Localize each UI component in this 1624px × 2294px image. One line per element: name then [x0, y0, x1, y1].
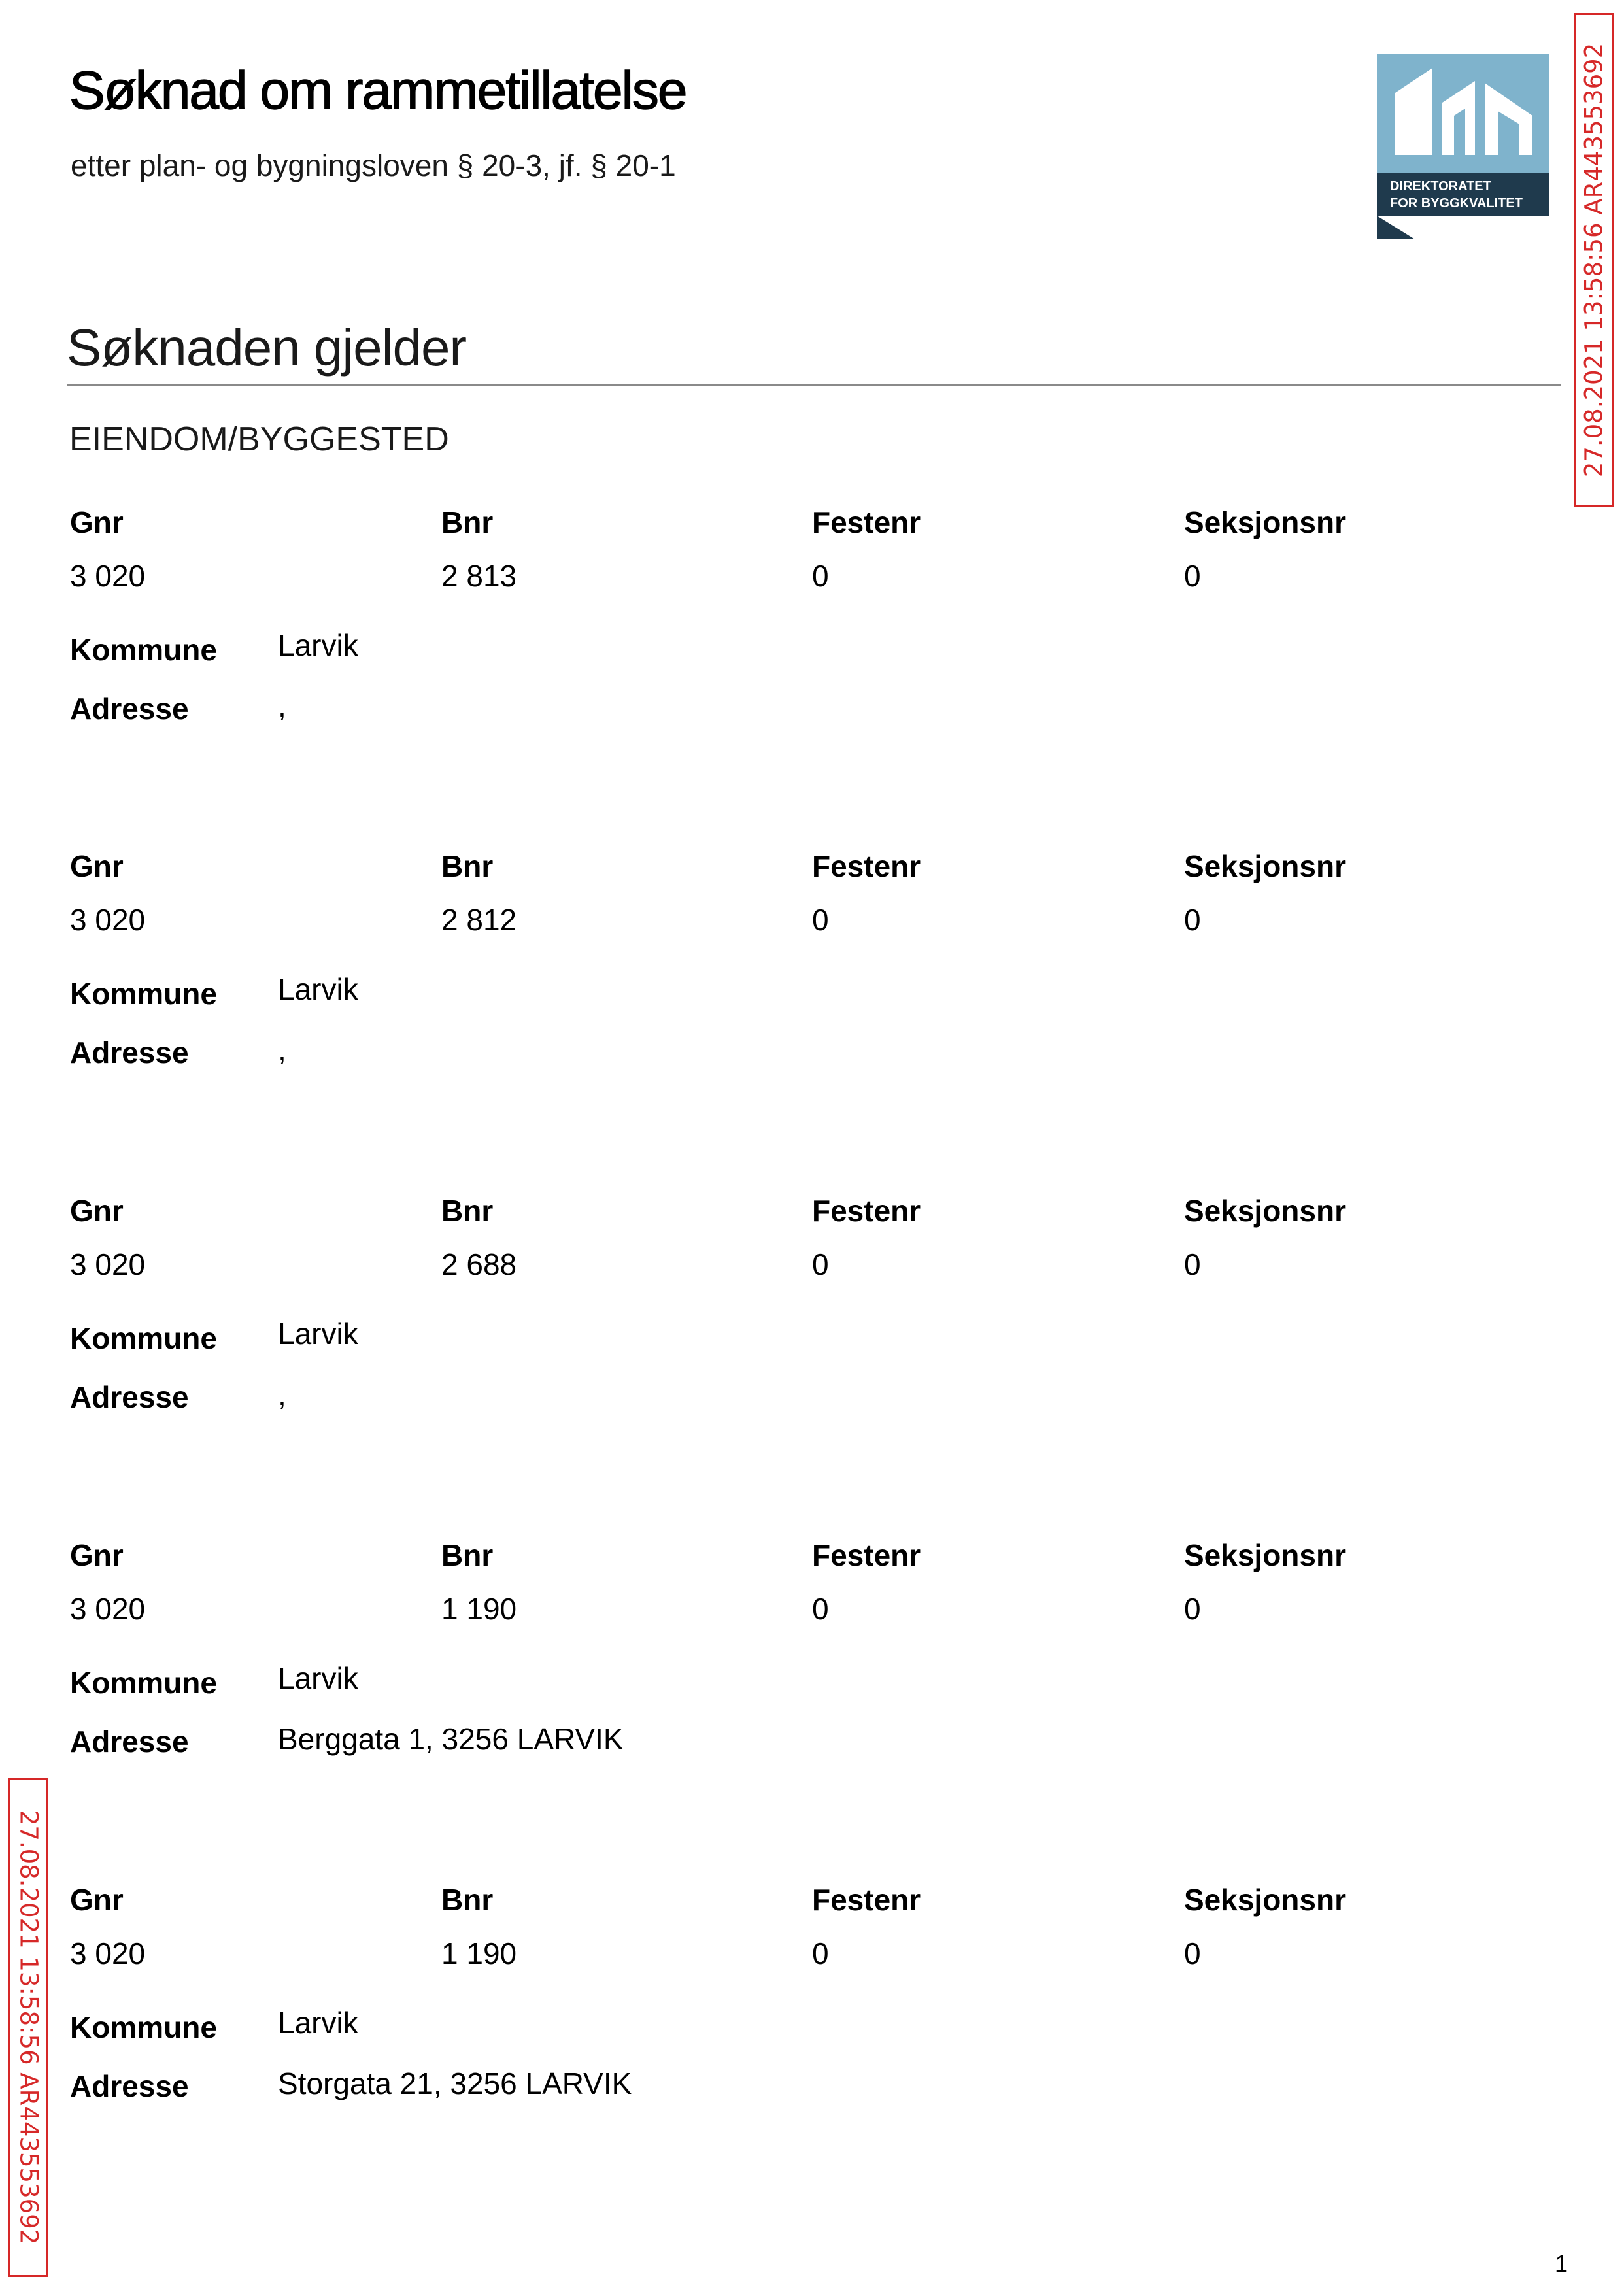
date-stamp-left: [8, 1778, 48, 2277]
section-divider: [67, 384, 1561, 386]
bnr-label: Bnr: [441, 1538, 494, 1572]
kommune-label: Kommune: [70, 1321, 217, 1355]
adresse-label: Adresse: [70, 2069, 189, 2103]
festenr-value: 0: [812, 559, 829, 593]
document-title: Søknad om rammetillatelse: [69, 61, 686, 120]
adresse-value: ,: [278, 1377, 286, 1411]
dibk-logo: [1377, 54, 1549, 239]
gnr-label: Gnr: [70, 1538, 124, 1572]
page-number: 1: [1555, 2250, 1568, 2277]
kommune-label: Kommune: [70, 633, 217, 667]
gnr-value: 3 020: [70, 1936, 146, 1970]
bnr-label: Bnr: [441, 1194, 494, 1228]
property-block: [0, 849, 1624, 1110]
festenr-value: 0: [812, 903, 829, 937]
document-subtitle: etter plan- og bygningsloven § 20-3, jf. § 20-1: [71, 148, 676, 182]
adresse-value: Storgata 21, 3256 LARVIK: [278, 2066, 632, 2100]
kommune-value: Larvik: [278, 972, 358, 1006]
adresse-value: ,: [278, 1033, 286, 1067]
seksjonsnr-value: 0: [1184, 559, 1201, 593]
gnr-label: Gnr: [70, 849, 124, 883]
stamp-text: 27.08.2021 13:58:56 AR443553692: [1580, 42, 1608, 478]
bnr-value: 2 813: [441, 559, 517, 593]
bnr-label: Bnr: [441, 1883, 494, 1917]
kommune-label: Kommune: [70, 1666, 217, 1700]
kommune-label: Kommune: [70, 977, 217, 1011]
bnr-value: 2 688: [441, 1247, 517, 1281]
adresse-value: Berggata 1, 3256 LARVIK: [278, 1722, 624, 1756]
bnr-value: 2 812: [441, 903, 517, 937]
property-block: [0, 1538, 1624, 1799]
adresse-label: Adresse: [70, 1380, 189, 1414]
property-block: [0, 1193, 1624, 1455]
bnr-label: Bnr: [441, 849, 494, 883]
kommune-value: Larvik: [278, 1317, 358, 1351]
festenr-label: Festenr: [812, 505, 921, 539]
logo-line-2: FOR BYGGKVALITET: [1390, 196, 1523, 211]
festenr-label: Festenr: [812, 1538, 921, 1572]
festenr-label: Festenr: [812, 1883, 921, 1917]
seksjonsnr-value: 0: [1184, 903, 1201, 937]
gnr-label: Gnr: [70, 1883, 124, 1917]
kommune-value: Larvik: [278, 2006, 358, 2040]
festenr-label: Festenr: [812, 849, 921, 883]
stamp-text: 27.08.2021 13:58:56 AR443553692: [14, 1810, 42, 2245]
kommune-value: Larvik: [278, 628, 358, 662]
festenr-value: 0: [812, 1247, 829, 1281]
gnr-value: 3 020: [70, 559, 146, 593]
seksjonsnr-label: Seksjonsnr: [1184, 849, 1346, 883]
bnr-value: 1 190: [441, 1936, 517, 1970]
seksjonsnr-value: 0: [1184, 1247, 1201, 1281]
logo-line-1: DIREKTORATET: [1390, 179, 1491, 194]
seksjonsnr-label: Seksjonsnr: [1184, 1883, 1346, 1917]
bnr-value: 1 190: [441, 1592, 517, 1626]
seksjonsnr-label: Seksjonsnr: [1184, 505, 1346, 539]
seksjonsnr-value: 0: [1184, 1936, 1201, 1970]
subsection-heading: EIENDOM/BYGGESTED: [69, 420, 449, 458]
seksjonsnr-label: Seksjonsnr: [1184, 1538, 1346, 1572]
festenr-label: Festenr: [812, 1194, 921, 1228]
gnr-value: 3 020: [70, 1247, 146, 1281]
seksjonsnr-value: 0: [1184, 1592, 1201, 1626]
section-heading: Søknaden gjelder: [67, 318, 467, 377]
kommune-value: Larvik: [278, 1661, 358, 1695]
adresse-value: ,: [278, 689, 286, 723]
bnr-label: Bnr: [441, 505, 494, 539]
property-block: [0, 1882, 1624, 2144]
adresse-label: Adresse: [70, 692, 189, 726]
property-block: [0, 505, 1624, 766]
adresse-label: Adresse: [70, 1725, 189, 1759]
gnr-value: 3 020: [70, 1592, 146, 1626]
festenr-value: 0: [812, 1936, 829, 1970]
gnr-label: Gnr: [70, 1194, 124, 1228]
date-stamp-right: [1574, 13, 1614, 507]
kommune-label: Kommune: [70, 2010, 217, 2044]
gnr-value: 3 020: [70, 903, 146, 937]
gnr-label: Gnr: [70, 505, 124, 539]
seksjonsnr-label: Seksjonsnr: [1184, 1194, 1346, 1228]
adresse-label: Adresse: [70, 1036, 189, 1070]
festenr-value: 0: [812, 1592, 829, 1626]
